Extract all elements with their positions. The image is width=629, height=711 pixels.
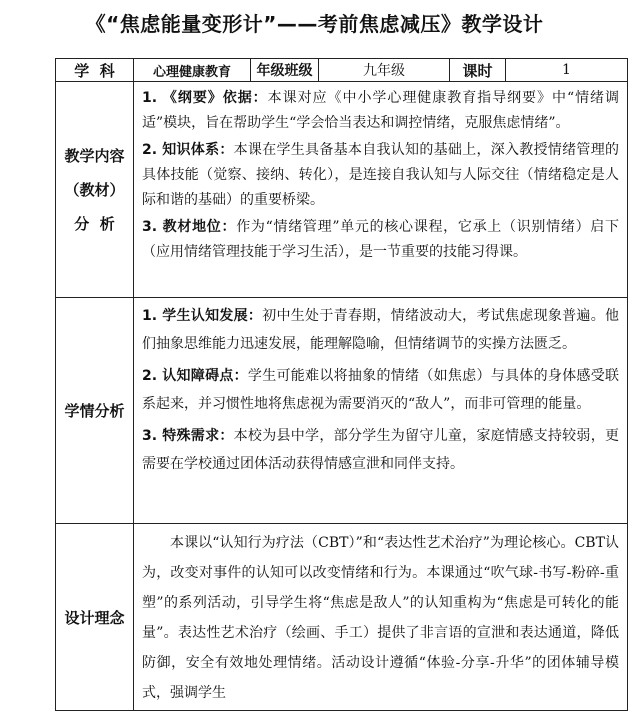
grade-label: 年级班级 xyxy=(251,59,319,82)
content-analysis-label-line2: （教材） xyxy=(64,180,125,199)
content-analysis-label-line1: 教学内容 xyxy=(64,146,125,165)
subject-label: 学 科 xyxy=(56,59,134,82)
document-title: 《“焦虑能量变形计”——考前焦虑减压》教学设计 xyxy=(85,12,544,36)
lesson-plan-table xyxy=(55,58,628,711)
grade-value: 九年级 xyxy=(319,59,450,82)
student-item: 2. 认知障碍点：学生可能难以将抽象的情绪（如焦虑）与具体的身体感受联系起来，并习惯性地将焦虑视为需要消灭的“敌人”，而非可管理的能量。 xyxy=(142,368,620,412)
student-analysis-body xyxy=(134,298,628,524)
content-analysis-label xyxy=(56,82,134,298)
student-item: 3. 特殊需求：本校为县中学，部分学生为留守儿童，家庭情感支持较弱，更需要在学校通过团体活动获得情感宣泄和同伴支持。 xyxy=(142,428,620,472)
student-analysis-label: 学情分析 xyxy=(56,298,134,524)
hours-value: 1 xyxy=(506,59,628,82)
student-analysis-row xyxy=(56,298,628,524)
content-item: 2. 知识体系：本课在学生具备基本自我认知的基础上，深入教授情绪管理的具体技能（觉察、接纳、转化），是连接自我认知与人际交往（情绪稳定是人际和谐的基础）的重要桥梁。 xyxy=(142,142,620,208)
content-analysis-body xyxy=(134,82,628,298)
content-analysis-row xyxy=(56,82,628,298)
design-concept-text: 本课以“认知行为疗法（CBT）”和“表达性艺术治疗”为理论核心。CBT认为，改变对事件的认知可以改变情绪和行为。本课通过“吹气球-书写-粉碎-重塑”的系列活动，引导学生将“焦虑是敌人”的认知重构为“焦虑是可转化的能量”。表达性艺术治疗（绘画、手工）提供了非言语的宣泄和表达通道，降低防御，安全有效地处理情绪。活动设计遵循“体验-分享-升华”的团体辅导模式，强调学生 xyxy=(142,535,619,701)
content-item: 3. 教材地位：作为“情绪管理”单元的核心课程，它承上（识别情绪）启下（应用情绪管理技能于学习生活），是一节重要的技能习得课。 xyxy=(142,219,619,260)
student-item: 1. 学生认知发展：初中生处于青春期，情绪波动大，考试焦虑现象普遍。他们抽象思维能力迅速发展，能理解隐喻，但情绪调节的实操方法匮乏。 xyxy=(142,308,619,352)
content-analysis-label-line3: 分 析 xyxy=(74,214,115,233)
design-concept-body xyxy=(134,524,628,711)
content-item: 1. 《纲要》依据：本课对应《中小学心理健康教育指导纲要》中“情绪调适”模块，旨在帮助学生“学会恰当表达和调控情绪，克服焦虑情绪”。 xyxy=(142,90,620,131)
hours-label: 课时 xyxy=(450,59,506,82)
subject-value: 心理健康教育 xyxy=(134,59,251,82)
design-concept-row xyxy=(56,524,628,711)
header-row xyxy=(56,59,628,82)
design-concept-label: 设计理念 xyxy=(56,524,134,711)
